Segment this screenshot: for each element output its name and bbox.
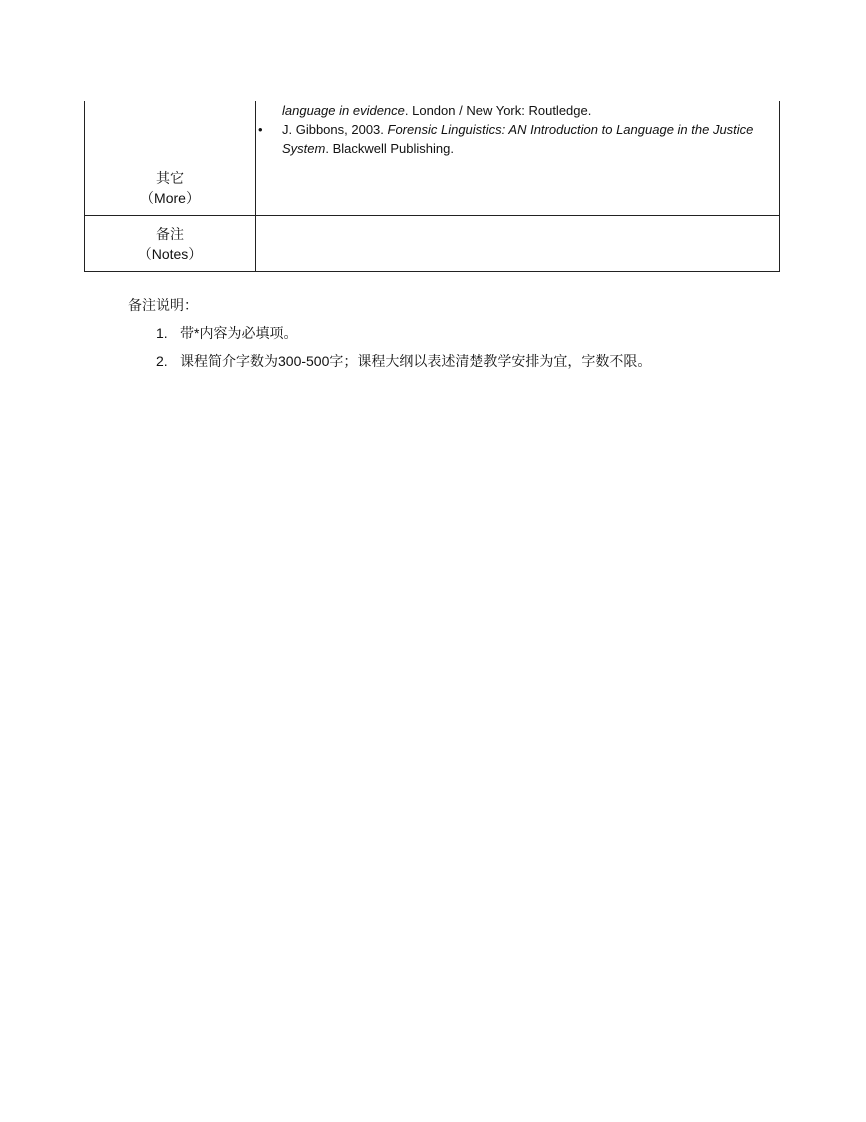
reference-item bbox=[256, 120, 779, 158]
note-number: 2. bbox=[156, 353, 168, 369]
notes-explanation bbox=[128, 295, 651, 379]
more-label-cn: 其它 bbox=[156, 170, 184, 186]
note-text: 带*内容为必填项。 bbox=[180, 325, 298, 341]
notes-label-cn: 备注 bbox=[156, 225, 184, 242]
reference-title: language in evidence bbox=[282, 103, 405, 118]
more-row bbox=[85, 101, 780, 216]
references-cell bbox=[256, 101, 780, 216]
notes-heading: 备注说明： bbox=[128, 297, 198, 313]
reference-text: . Blackwell Publishing. bbox=[325, 141, 454, 156]
note-item bbox=[128, 351, 651, 371]
notes-row bbox=[85, 216, 780, 272]
notes-label-en: （Notes） bbox=[137, 245, 203, 262]
reference-text: J. Gibbons, 2003. bbox=[282, 122, 388, 137]
more-label-en: （More） bbox=[140, 190, 200, 206]
course-info-table bbox=[84, 101, 780, 272]
notes-label-cell bbox=[85, 216, 256, 272]
note-text: 课程简介字数为300-500字；课程大纲以表述清楚教学安排为宜，字数不限。 bbox=[180, 353, 652, 369]
reference-title: Forensic Linguistics: AN Introduction to Language in the Justice System bbox=[282, 122, 754, 156]
note-number: 1. bbox=[156, 325, 168, 341]
more-label-cell bbox=[85, 101, 256, 216]
notes-content-cell bbox=[256, 216, 780, 272]
reference-item-continued bbox=[256, 101, 779, 120]
bullet-icon: • bbox=[258, 122, 263, 137]
reference-text: . London / New York: Routledge. bbox=[404, 103, 592, 118]
note-item bbox=[128, 323, 651, 343]
